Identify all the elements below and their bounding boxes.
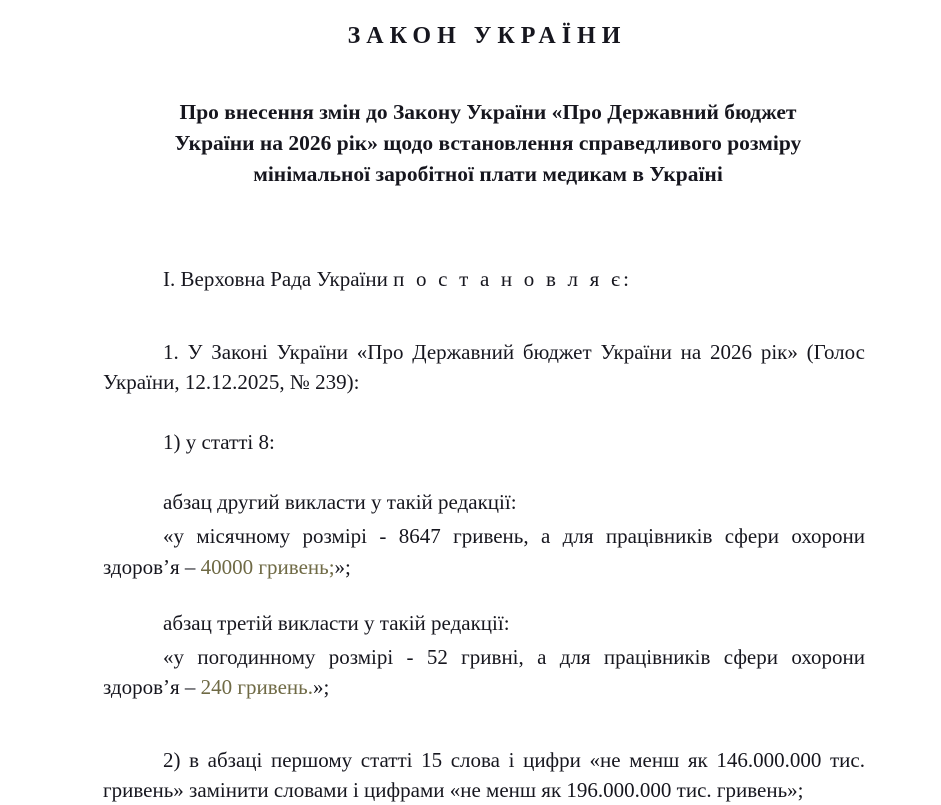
amendment-2-quote-paragraph — [103, 642, 865, 702]
subitem-2-paragraph: 2) в абзаці першому статті 15 слова і цифри «не менш як 146.000.000 тис. гривень» замінити словами і цифрами «не менш як 196.000.000 тис. гривень»; — [103, 747, 865, 802]
preamble-verb: п о с т а н о в л я є: — [393, 267, 633, 292]
spacer — [103, 703, 865, 745]
amendment-2-lead-paragraph: абзац третій викласти у такій редакції: — [163, 610, 510, 635]
amendment-1-quote-close: »; — [334, 554, 351, 579]
amendment-1-quote-paragraph — [103, 521, 865, 581]
item-1-paragraph: 1. У Законі України «Про Державний бюджет України на 2026 рік» (Голос України, 12.12.2025, № 239): — [103, 339, 865, 394]
document-subtitle: Про внесення змін до Закону України «Про Державний бюджет України на 2026 рік» щодо встановлення справедливого розміру мінімальної заробітної плати медикам в Україні — [174, 99, 802, 187]
document-body — [103, 190, 865, 805]
amendment-1-new-amount: 40000 гривень; — [200, 554, 335, 579]
amendment-2-new-amount: 240 гривень. — [200, 675, 313, 700]
subitem-1-paragraph: 1) у статті 8: — [163, 430, 275, 455]
spacer — [103, 457, 865, 487]
spacer — [103, 397, 865, 427]
amendment-1-quote-text: «у місячному розмірі - 8647 гривень, а для працівників сфери охорони здоров’я – — [103, 524, 865, 579]
spacer — [103, 582, 865, 608]
amendment-1-lead-paragraph: абзац другий викласти у такій редакції: — [163, 490, 517, 515]
spacer — [103, 295, 865, 337]
amendment-2-quote-text: «у погодинному розмірі - 52 гривні, а для працівників сфери охорони здоров’я – — [103, 645, 865, 700]
document-title: ЗАКОН УКРАЇНИ — [347, 23, 627, 49]
amendment-2-quote-close: »; — [312, 675, 330, 700]
preamble-paragraph — [103, 264, 865, 294]
preamble-label: І. Верховна Рада України — [163, 267, 388, 292]
